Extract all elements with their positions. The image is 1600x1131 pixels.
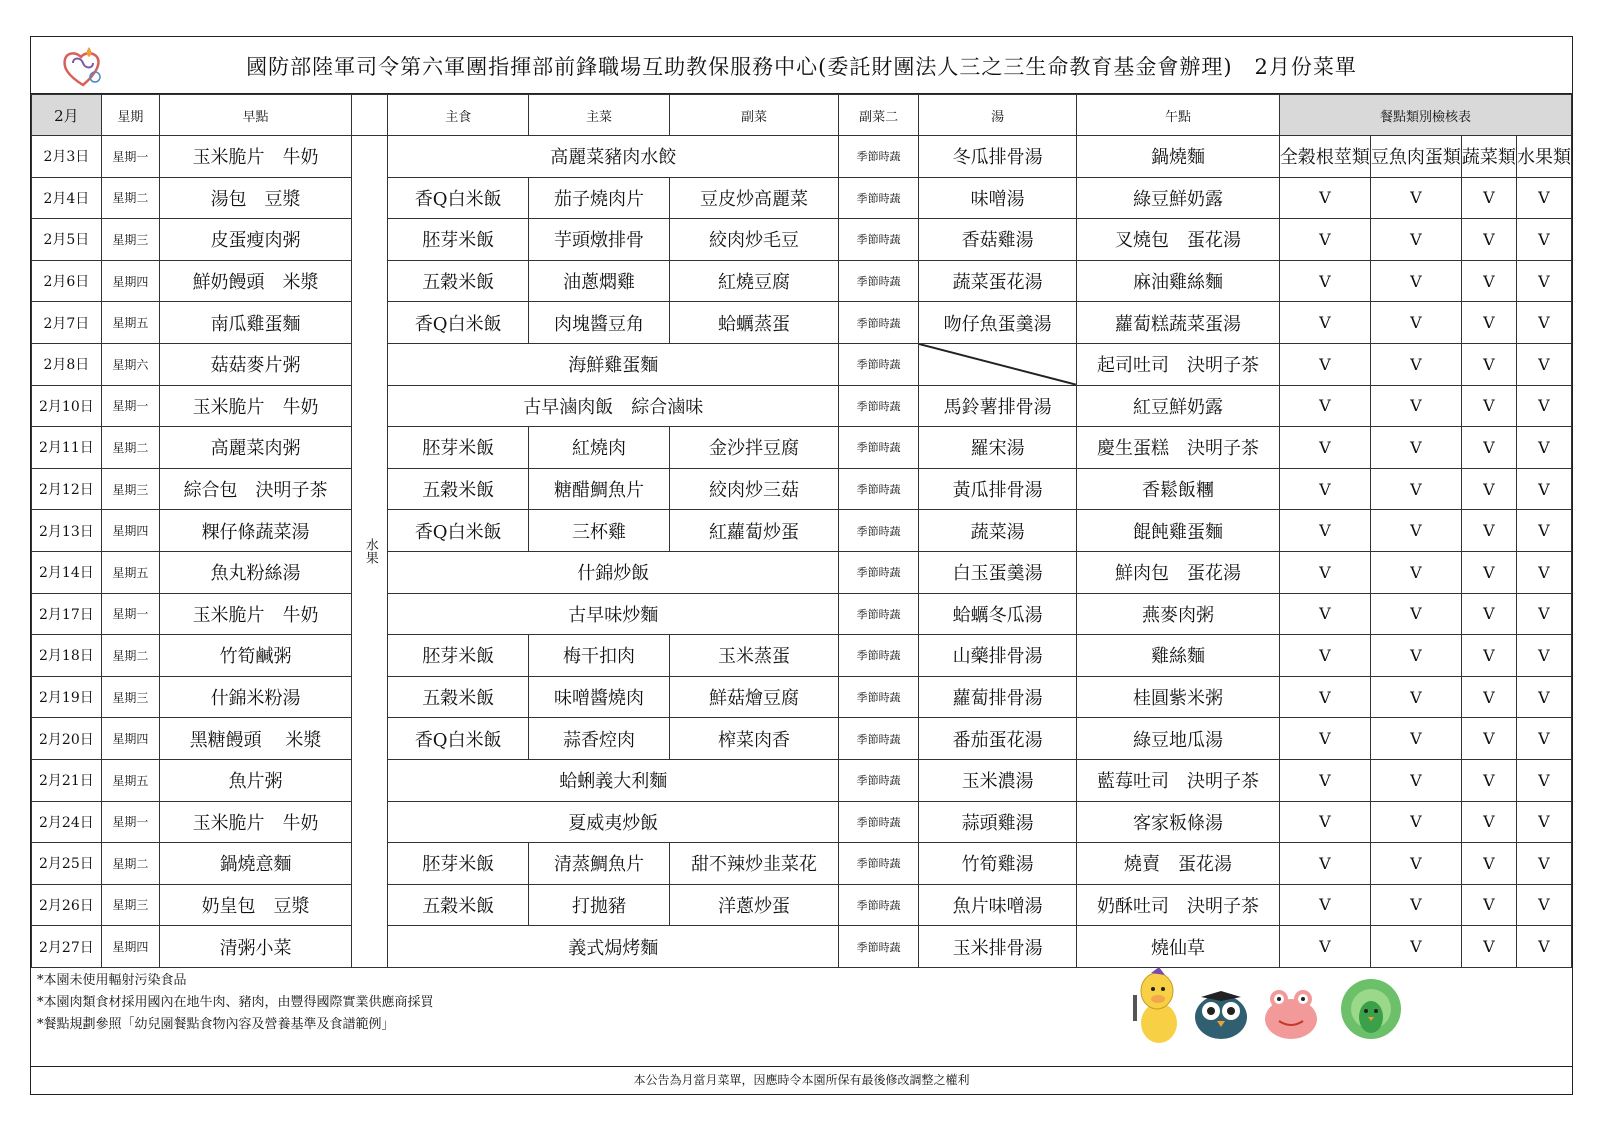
breakfast-cell: 什錦米粉湯 [159,676,351,718]
check-mark: V [1516,759,1571,801]
check-mark: V [1279,468,1370,510]
notes [37,970,434,1036]
weekday-cell: 星期二 [101,427,159,469]
fruit-label: 水果 [362,538,378,565]
afternoon-snack-cell: 紅豆鮮奶露 [1077,385,1280,427]
date-cell: 2月13日 [32,510,102,552]
soup-cell: 香菇雞湯 [919,219,1077,261]
date-cell: 2月12日 [32,468,102,510]
main-dish-cell: 打拋豬 [529,884,670,926]
side-dish-cell: 紅燒豆腐 [669,260,838,302]
check-mark: V [1370,551,1461,593]
check-mark: V [1461,926,1516,968]
check-column-label: 水果類 [1516,136,1571,178]
soup-cell: 馬鈴薯排骨湯 [919,385,1077,427]
soup-cell: 蔬菜湯 [919,510,1077,552]
afternoon-snack-cell: 奶酥吐司 決明子茶 [1077,884,1280,926]
check-mark: V [1461,593,1516,635]
check-mark: V [1279,302,1370,344]
date-cell: 2月17日 [32,593,102,635]
afternoon-snack-cell: 麻油雞絲麵 [1077,260,1280,302]
breakfast-cell: 玉米脆片 牛奶 [159,801,351,843]
table-row [32,843,1572,885]
main-dish-cell: 三杯雞 [529,510,670,552]
afternoon-snack-cell: 餛飩雞蛋麵 [1077,510,1280,552]
mascots-illustration [1121,965,1411,1045]
menu-table [31,94,1572,968]
soup-cell: 玉米濃湯 [919,759,1077,801]
soup-cell: 冬瓜排骨湯 [919,136,1077,178]
afternoon-snack-cell: 慶生蛋糕 決明子茶 [1077,427,1280,469]
table-row [32,510,1572,552]
side-dish2-cell: 季節時蔬 [839,926,919,968]
check-mark: V [1516,593,1571,635]
table-row [32,136,1572,178]
soup-cell: 蒜頭雞湯 [919,801,1077,843]
side-dish-cell: 金沙拌豆腐 [669,427,838,469]
check-mark: V [1370,385,1461,427]
date-cell: 2月14日 [32,551,102,593]
table-row [32,926,1572,968]
soup-cell: 吻仔魚蛋羹湯 [919,302,1077,344]
check-mark: V [1279,926,1370,968]
side-dish2-cell: 季節時蔬 [839,801,919,843]
check-mark: V [1279,551,1370,593]
table-row [32,385,1572,427]
side-dish2-cell: 季節時蔬 [839,635,919,677]
peacock-mascot-icon [1341,979,1401,1039]
staple-cell: 胚芽米飯 [388,843,529,885]
soup-cell: 味噌湯 [919,177,1077,219]
main-dish-cell: 糖醋鯛魚片 [529,468,670,510]
breakfast-cell: 鍋燒意麵 [159,843,351,885]
afternoon-snack-cell: 綠豆地瓜湯 [1077,718,1280,760]
weekday-cell: 星期一 [101,801,159,843]
breakfast-cell: 湯包 豆漿 [159,177,351,219]
check-mark: V [1370,468,1461,510]
side-dish2-cell: 季節時蔬 [839,843,919,885]
breakfast-header: 早點 [159,95,351,136]
side-dish2-cell: 季節時蔬 [839,427,919,469]
soup-header: 湯 [919,95,1077,136]
check-table-header: 餐點類別檢核表 [1279,95,1571,136]
check-mark: V [1370,427,1461,469]
staple-header: 主食 [388,95,529,136]
date-cell: 2月11日 [32,427,102,469]
side-dish2-cell: 季節時蔬 [839,385,919,427]
check-mark: V [1279,260,1370,302]
check-mark: V [1279,676,1370,718]
date-cell: 2月21日 [32,759,102,801]
side-dish-cell: 絞肉炒毛豆 [669,219,838,261]
weekday-cell: 星期三 [101,676,159,718]
soup-cell: 番茄蛋花湯 [919,718,1077,760]
side-dish2-cell: 季節時蔬 [839,593,919,635]
note-line: *餐點規劃參照「幼兒園餐點食物內容及營養基準及食譜範例」 [37,1017,395,1032]
afternoon-snack-cell: 蘿蔔糕蔬菜蛋湯 [1077,302,1280,344]
date-cell: 2月19日 [32,676,102,718]
table-row [32,177,1572,219]
table-row [32,551,1572,593]
check-mark: V [1516,177,1571,219]
side-dish-cell: 玉米蒸蛋 [669,635,838,677]
breakfast-cell: 高麗菜肉粥 [159,427,351,469]
side-dish2-cell: 季節時蔬 [839,468,919,510]
date-cell: 2月27日 [32,926,102,968]
check-mark: V [1370,593,1461,635]
check-mark: V [1461,551,1516,593]
check-mark: V [1461,676,1516,718]
combined-meal-cell: 海鮮雞蛋麵 [388,343,839,385]
side-dish-cell: 榨菜肉香 [669,718,838,760]
table-row [32,427,1572,469]
side-dish2-cell: 季節時蔬 [839,136,919,178]
breakfast-cell: 粿仔條蔬菜湯 [159,510,351,552]
combined-meal-cell: 蛤蜊義大利麵 [388,759,839,801]
combined-meal-cell: 什錦炒飯 [388,551,839,593]
soup-cell: 黃瓜排骨湯 [919,468,1077,510]
weekday-cell: 星期五 [101,302,159,344]
date-cell: 2月24日 [32,801,102,843]
check-mark: V [1279,801,1370,843]
check-mark: V [1461,635,1516,677]
side-dish-cell: 鮮菇燴豆腐 [669,676,838,718]
check-mark: V [1279,718,1370,760]
table-row [32,219,1572,261]
date-cell: 2月7日 [32,302,102,344]
check-mark: V [1370,843,1461,885]
staple-cell: 胚芽米飯 [388,219,529,261]
table-row [32,801,1572,843]
weekday-cell: 星期三 [101,468,159,510]
check-mark: V [1279,884,1370,926]
check-mark: V [1516,302,1571,344]
weekday-cell: 星期二 [101,843,159,885]
soup-cell: 蔬菜蛋花湯 [919,260,1077,302]
afternoon-snack-cell: 燕麥肉粥 [1077,593,1280,635]
weekday-cell: 星期三 [101,219,159,261]
breakfast-cell: 綜合包 決明子茶 [159,468,351,510]
breakfast-cell: 竹筍鹹粥 [159,635,351,677]
main-dish-cell: 肉塊醬豆角 [529,302,670,344]
breakfast-cell: 鮮奶饅頭 米漿 [159,260,351,302]
breakfast-cell: 玉米脆片 牛奶 [159,136,351,178]
staple-cell: 五穀米飯 [388,260,529,302]
check-column-label: 全穀根莖類 [1279,136,1370,178]
afternoon-snack-header: 午點 [1077,95,1280,136]
frog-mascot-icon [1265,990,1317,1039]
check-mark: V [1370,926,1461,968]
fruit-cell [352,136,388,968]
check-mark: V [1516,843,1571,885]
check-mark: V [1279,177,1370,219]
side-dish2-cell: 季節時蔬 [839,718,919,760]
breakfast-cell: 黑糖饅頭 米漿 [159,718,351,760]
breakfast-cell: 玉米脆片 牛奶 [159,385,351,427]
check-mark: V [1461,718,1516,760]
diagonal-slash [919,344,1076,385]
check-mark: V [1516,676,1571,718]
check-mark: V [1461,343,1516,385]
check-mark: V [1370,718,1461,760]
check-mark: V [1279,427,1370,469]
check-mark: V [1516,385,1571,427]
soup-cell: 羅宋湯 [919,427,1077,469]
header [31,37,1572,94]
check-mark: V [1461,260,1516,302]
check-mark: V [1370,343,1461,385]
menu-sheet [30,36,1573,1095]
staple-cell: 胚芽米飯 [388,635,529,677]
date-cell: 2月25日 [32,843,102,885]
footer-notice: 本公告為月當月菜單，因應時令本園所保有最後修改調整之權利 [31,1066,1572,1094]
soup-cell: 白玉蛋羹湯 [919,551,1077,593]
staple-cell: 香Q白米飯 [388,177,529,219]
check-mark: V [1461,843,1516,885]
soup-cell-empty [919,343,1077,385]
afternoon-snack-cell: 鮮肉包 蛋花湯 [1077,551,1280,593]
afternoon-snack-cell: 客家粄條湯 [1077,801,1280,843]
check-mark: V [1461,219,1516,261]
check-mark: V [1279,510,1370,552]
side-dish2-cell: 季節時蔬 [839,676,919,718]
check-mark: V [1279,385,1370,427]
side-dish2-cell: 季節時蔬 [839,219,919,261]
check-mark: V [1516,427,1571,469]
side-dish-header: 副菜 [669,95,838,136]
afternoon-snack-cell: 桂圓紫米粥 [1077,676,1280,718]
staple-cell: 香Q白米飯 [388,718,529,760]
check-mark: V [1461,510,1516,552]
table-row [32,468,1572,510]
table-row [32,718,1572,760]
main-dish-cell: 油蔥燜雞 [529,260,670,302]
side-dish-cell: 洋蔥炒蛋 [669,884,838,926]
side-dish2-cell: 季節時蔬 [839,177,919,219]
main-dish-cell: 味噌醬燒肉 [529,676,670,718]
staple-cell: 香Q白米飯 [388,302,529,344]
breakfast-cell: 南瓜雞蛋麵 [159,302,351,344]
check-mark: V [1461,801,1516,843]
weekday-cell: 星期一 [101,385,159,427]
table-row [32,676,1572,718]
month-header: 2月 [32,95,102,136]
header-row [32,95,1572,136]
side-dish-cell: 甜不辣炒韭菜花 [669,843,838,885]
side-dish-cell: 紅蘿蔔炒蛋 [669,510,838,552]
date-cell: 2月4日 [32,177,102,219]
weekday-cell: 星期四 [101,718,159,760]
date-cell: 2月6日 [32,260,102,302]
weekday-cell: 星期四 [101,926,159,968]
weekday-cell: 星期六 [101,343,159,385]
staple-cell: 胚芽米飯 [388,427,529,469]
date-cell: 2月8日 [32,343,102,385]
fruit-column-header [352,95,388,136]
date-cell: 2月5日 [32,219,102,261]
main-dish-cell: 梅干扣肉 [529,635,670,677]
table-row [32,759,1572,801]
check-mark: V [1370,260,1461,302]
side-dish2-cell: 季節時蔬 [839,551,919,593]
main-dish-header: 主菜 [529,95,670,136]
main-dish-cell: 茄子燒肉片 [529,177,670,219]
check-mark: V [1370,801,1461,843]
soup-cell: 蘿蔔排骨湯 [919,676,1077,718]
check-mark: V [1461,759,1516,801]
check-mark: V [1516,801,1571,843]
main-dish-cell: 清蒸鯛魚片 [529,843,670,885]
check-mark: V [1279,635,1370,677]
check-mark: V [1516,510,1571,552]
side-dish2-header: 副菜二 [839,95,919,136]
side-dish2-cell: 季節時蔬 [839,260,919,302]
breakfast-cell: 魚丸粉絲湯 [159,551,351,593]
afternoon-snack-cell: 叉燒包 蛋花湯 [1077,219,1280,261]
check-mark: V [1461,302,1516,344]
check-mark: V [1370,177,1461,219]
soup-cell: 竹筍雞湯 [919,843,1077,885]
combined-meal-cell: 夏威夷炒飯 [388,801,839,843]
check-mark: V [1279,759,1370,801]
check-mark: V [1370,676,1461,718]
afternoon-snack-cell: 鍋燒麵 [1077,136,1280,178]
soup-cell: 魚片味噌湯 [919,884,1077,926]
check-mark: V [1370,759,1461,801]
weekday-header: 星期 [101,95,159,136]
check-mark: V [1461,177,1516,219]
check-mark: V [1370,635,1461,677]
check-column-label: 蔬菜類 [1461,136,1516,178]
check-mark: V [1279,343,1370,385]
check-mark: V [1516,260,1571,302]
check-mark: V [1516,926,1571,968]
side-dish2-cell: 季節時蔬 [839,510,919,552]
table-row [32,593,1572,635]
check-mark: V [1461,884,1516,926]
owl-mascot-icon [1195,991,1247,1039]
table-row [32,260,1572,302]
check-mark: V [1516,884,1571,926]
main-dish-cell: 蒜香焢肉 [529,718,670,760]
breakfast-cell: 奶皇包 豆漿 [159,884,351,926]
side-dish-cell: 絞肉炒三菇 [669,468,838,510]
breakfast-cell: 玉米脆片 牛奶 [159,593,351,635]
side-dish-cell: 蛤蠣蒸蛋 [669,302,838,344]
breakfast-cell: 菇菇麥片粥 [159,343,351,385]
check-mark: V [1370,510,1461,552]
check-mark: V [1370,884,1461,926]
weekday-cell: 星期五 [101,551,159,593]
soup-cell: 蛤蠣冬瓜湯 [919,593,1077,635]
main-dish-cell: 紅燒肉 [529,427,670,469]
breakfast-cell: 皮蛋瘦肉粥 [159,219,351,261]
side-dish-cell: 豆皮炒高麗菜 [669,177,838,219]
date-cell: 2月3日 [32,136,102,178]
check-mark: V [1461,385,1516,427]
afternoon-snack-cell: 燒賣 蛋花湯 [1077,843,1280,885]
side-dish2-cell: 季節時蔬 [839,884,919,926]
side-dish2-cell: 季節時蔬 [839,302,919,344]
combined-meal-cell: 高麗菜豬肉水餃 [388,136,839,178]
staple-cell: 五穀米飯 [388,884,529,926]
date-cell: 2月20日 [32,718,102,760]
weekday-cell: 星期四 [101,510,159,552]
check-column-label: 豆魚肉蛋類 [1370,136,1461,178]
weekday-cell: 星期三 [101,884,159,926]
main-dish-cell: 芋頭燉排骨 [529,219,670,261]
check-mark: V [1279,593,1370,635]
date-cell: 2月26日 [32,884,102,926]
note-line: *本園肉類食材採用國內在地牛肉、豬肉，由豐得國際實業供應商採買 [37,995,434,1010]
staple-cell: 香Q白米飯 [388,510,529,552]
check-mark: V [1516,718,1571,760]
afternoon-snack-cell: 燒仙草 [1077,926,1280,968]
horse-mascot-icon [1133,967,1177,1043]
check-mark: V [1516,219,1571,261]
combined-meal-cell: 古早味炒麵 [388,593,839,635]
check-mark: V [1279,843,1370,885]
weekday-cell: 星期一 [101,136,159,178]
check-mark: V [1461,427,1516,469]
side-dish2-cell: 季節時蔬 [839,759,919,801]
breakfast-cell: 魚片粥 [159,759,351,801]
afternoon-snack-cell: 藍莓吐司 決明子茶 [1077,759,1280,801]
note-line: *本園未使用輻射污染食品 [37,973,187,988]
breakfast-cell: 清粥小菜 [159,926,351,968]
date-cell: 2月18日 [32,635,102,677]
afternoon-snack-cell: 起司吐司 決明子茶 [1077,343,1280,385]
weekday-cell: 星期四 [101,260,159,302]
check-mark: V [1461,468,1516,510]
date-cell: 2月10日 [32,385,102,427]
check-mark: V [1516,635,1571,677]
staple-cell: 五穀米飯 [388,468,529,510]
table-row [32,302,1572,344]
table-row [32,635,1572,677]
page-title: 國防部陸軍司令第六軍團指揮部前鋒職場互助教保服務中心(委託財團法人三之三生命教育基金會辦理) 2月份菜單 [246,55,1357,79]
weekday-cell: 星期一 [101,593,159,635]
soup-cell: 玉米排骨湯 [919,926,1077,968]
combined-meal-cell: 義式焗烤麵 [388,926,839,968]
soup-cell: 山藥排骨湯 [919,635,1077,677]
check-mark: V [1370,302,1461,344]
weekday-cell: 星期二 [101,635,159,677]
staple-cell: 五穀米飯 [388,676,529,718]
side-dish2-cell: 季節時蔬 [839,343,919,385]
check-mark: V [1516,551,1571,593]
check-mark: V [1279,219,1370,261]
afternoon-snack-cell: 香鬆飯糰 [1077,468,1280,510]
afternoon-snack-cell: 綠豆鮮奶露 [1077,177,1280,219]
check-mark: V [1370,219,1461,261]
check-mark: V [1516,343,1571,385]
check-mark: V [1516,468,1571,510]
weekday-cell: 星期二 [101,177,159,219]
combined-meal-cell: 古早滷肉飯 綜合滷味 [388,385,839,427]
table-row [32,884,1572,926]
weekday-cell: 星期五 [101,759,159,801]
menu-body [32,136,1572,968]
afternoon-snack-cell: 雞絲麵 [1077,635,1280,677]
table-row [32,343,1572,385]
